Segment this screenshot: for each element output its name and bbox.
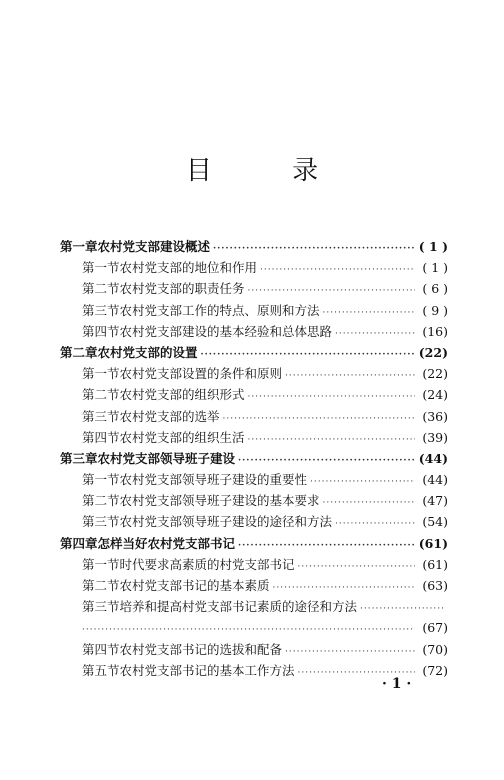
toc-title: 农村党支部建设概述 xyxy=(97,239,211,254)
toc-section[interactable] xyxy=(60,278,448,299)
toc-title: 农村党支部书记的基本工作方法 xyxy=(119,662,295,678)
toc-section[interactable] xyxy=(60,575,448,596)
toc-leader xyxy=(323,493,415,514)
toc-section[interactable] xyxy=(60,427,448,448)
toc-title: 培养和提高村党支部书记素质的途径和方法 xyxy=(119,599,358,615)
page-title: 目 录 xyxy=(185,156,355,186)
toc-title: 农村党支部领导班子建设 xyxy=(97,450,236,466)
toc-page: (16) xyxy=(422,323,448,339)
toc-number: 第二节 xyxy=(82,493,120,509)
page-number: · 1 · xyxy=(382,676,412,692)
toc-title: 农村党支部书记的选拔和配备 xyxy=(119,641,283,657)
toc-page: (22) xyxy=(422,366,448,382)
toc-section[interactable] xyxy=(60,363,448,384)
toc-section-continuation[interactable] xyxy=(60,617,448,638)
toc-page: (44) xyxy=(418,450,448,466)
toc-number: 第四章 xyxy=(60,535,98,551)
toc-section[interactable] xyxy=(60,321,448,342)
toc-number: 第一节 xyxy=(82,556,120,572)
toc-number: 第三节 xyxy=(82,599,120,615)
toc-title: 怎样当好农村党支部书记 xyxy=(97,535,236,551)
toc-chapter[interactable] xyxy=(60,236,448,257)
toc-page: (54) xyxy=(422,514,448,530)
toc-section[interactable] xyxy=(60,639,448,660)
toc-number: 第二章 xyxy=(60,344,98,360)
toc-section[interactable] xyxy=(60,490,448,511)
toc-leader xyxy=(298,557,415,578)
toc-title: 农村党支部的职责任务 xyxy=(119,281,245,297)
toc-title: 农村党支部设置的条件和原则 xyxy=(119,366,283,382)
toc-page: (47) xyxy=(422,493,448,509)
toc-chapter[interactable] xyxy=(60,448,448,469)
toc-number: 第一节 xyxy=(82,472,120,488)
toc-title: 农村党支部的设置 xyxy=(97,344,198,360)
toc-number: 第一节 xyxy=(82,366,120,382)
toc-number: 第五节 xyxy=(82,662,120,678)
toc-leader xyxy=(310,472,415,493)
toc-title: 农村党支部书记的基本素质 xyxy=(119,578,270,593)
toc-title: 农村党支部领导班子建设的基本要求 xyxy=(119,493,320,509)
toc-section[interactable] xyxy=(60,469,448,490)
toc-title: 农村党支部工作的特点、原则和方法 xyxy=(119,302,320,318)
toc-number: 第四节 xyxy=(82,429,120,445)
toc-section[interactable] xyxy=(60,596,448,617)
toc-page: (24) xyxy=(422,387,448,403)
toc-title: 农村党支部领导班子建设的重要性 xyxy=(119,472,308,488)
toc-page: ( 1 ) xyxy=(418,239,448,254)
toc-section[interactable] xyxy=(60,384,448,405)
toc-leader xyxy=(285,642,415,663)
toc-page: ( 9 ) xyxy=(422,302,448,318)
toc-page: (70) xyxy=(422,641,448,657)
toc-page: (72) xyxy=(422,662,448,678)
toc-page: (39) xyxy=(422,429,448,445)
toc-leader xyxy=(323,303,415,324)
toc-leader xyxy=(248,387,415,408)
toc-number: 第二节 xyxy=(82,281,120,297)
toc-chapter[interactable] xyxy=(60,533,448,554)
toc-page: ( 6 ) xyxy=(422,281,448,297)
toc-number: 第四节 xyxy=(82,641,120,657)
toc-title: 农村党支部领导班子建设的途径和方法 xyxy=(119,514,333,530)
toc-leader xyxy=(285,366,415,387)
toc-page: (63) xyxy=(422,578,448,593)
toc-page: (44) xyxy=(422,472,448,488)
toc-number: 第一节 xyxy=(82,260,120,276)
toc-page: (61) xyxy=(418,535,448,551)
toc-page: (67) xyxy=(422,620,448,636)
toc-leader xyxy=(248,430,415,451)
toc-leader xyxy=(223,409,415,430)
toc-number: 第一章 xyxy=(60,239,98,254)
toc-number: 第三章 xyxy=(60,450,98,466)
toc-title: 农村党支部的组织形式 xyxy=(119,387,245,403)
toc-section[interactable] xyxy=(60,554,448,575)
toc-number: 第三节 xyxy=(82,408,120,424)
toc-title: 农村党支部的组织生活 xyxy=(119,429,245,445)
toc-title: 农村党支部的选举 xyxy=(119,408,220,424)
table-of-contents xyxy=(60,236,448,681)
toc-page: (22) xyxy=(418,344,448,360)
toc-title: 农村党支部建设的基本经验和总体思路 xyxy=(119,323,333,339)
toc-page: (36) xyxy=(422,408,448,424)
toc-leader xyxy=(335,324,415,345)
toc-title: 时代要求高素质的村党支部书记 xyxy=(119,556,295,572)
toc-number: 第二节 xyxy=(82,578,120,593)
toc-page: (61) xyxy=(422,556,448,572)
toc-number: 第三节 xyxy=(82,302,120,318)
toc-leader xyxy=(260,260,415,281)
toc-number: 第三节 xyxy=(82,514,120,530)
toc-chapter[interactable] xyxy=(60,342,448,363)
toc-number: 第四节 xyxy=(82,323,120,339)
toc-section[interactable] xyxy=(60,406,448,427)
toc-page: ( 1 ) xyxy=(422,260,448,276)
toc-section[interactable] xyxy=(60,257,448,278)
toc-leader xyxy=(335,514,415,535)
toc-title: 农村党支部的地位和作用 xyxy=(119,260,258,276)
toc-number: 第二节 xyxy=(82,387,120,403)
toc-section[interactable] xyxy=(60,300,448,321)
toc-section[interactable] xyxy=(60,511,448,532)
